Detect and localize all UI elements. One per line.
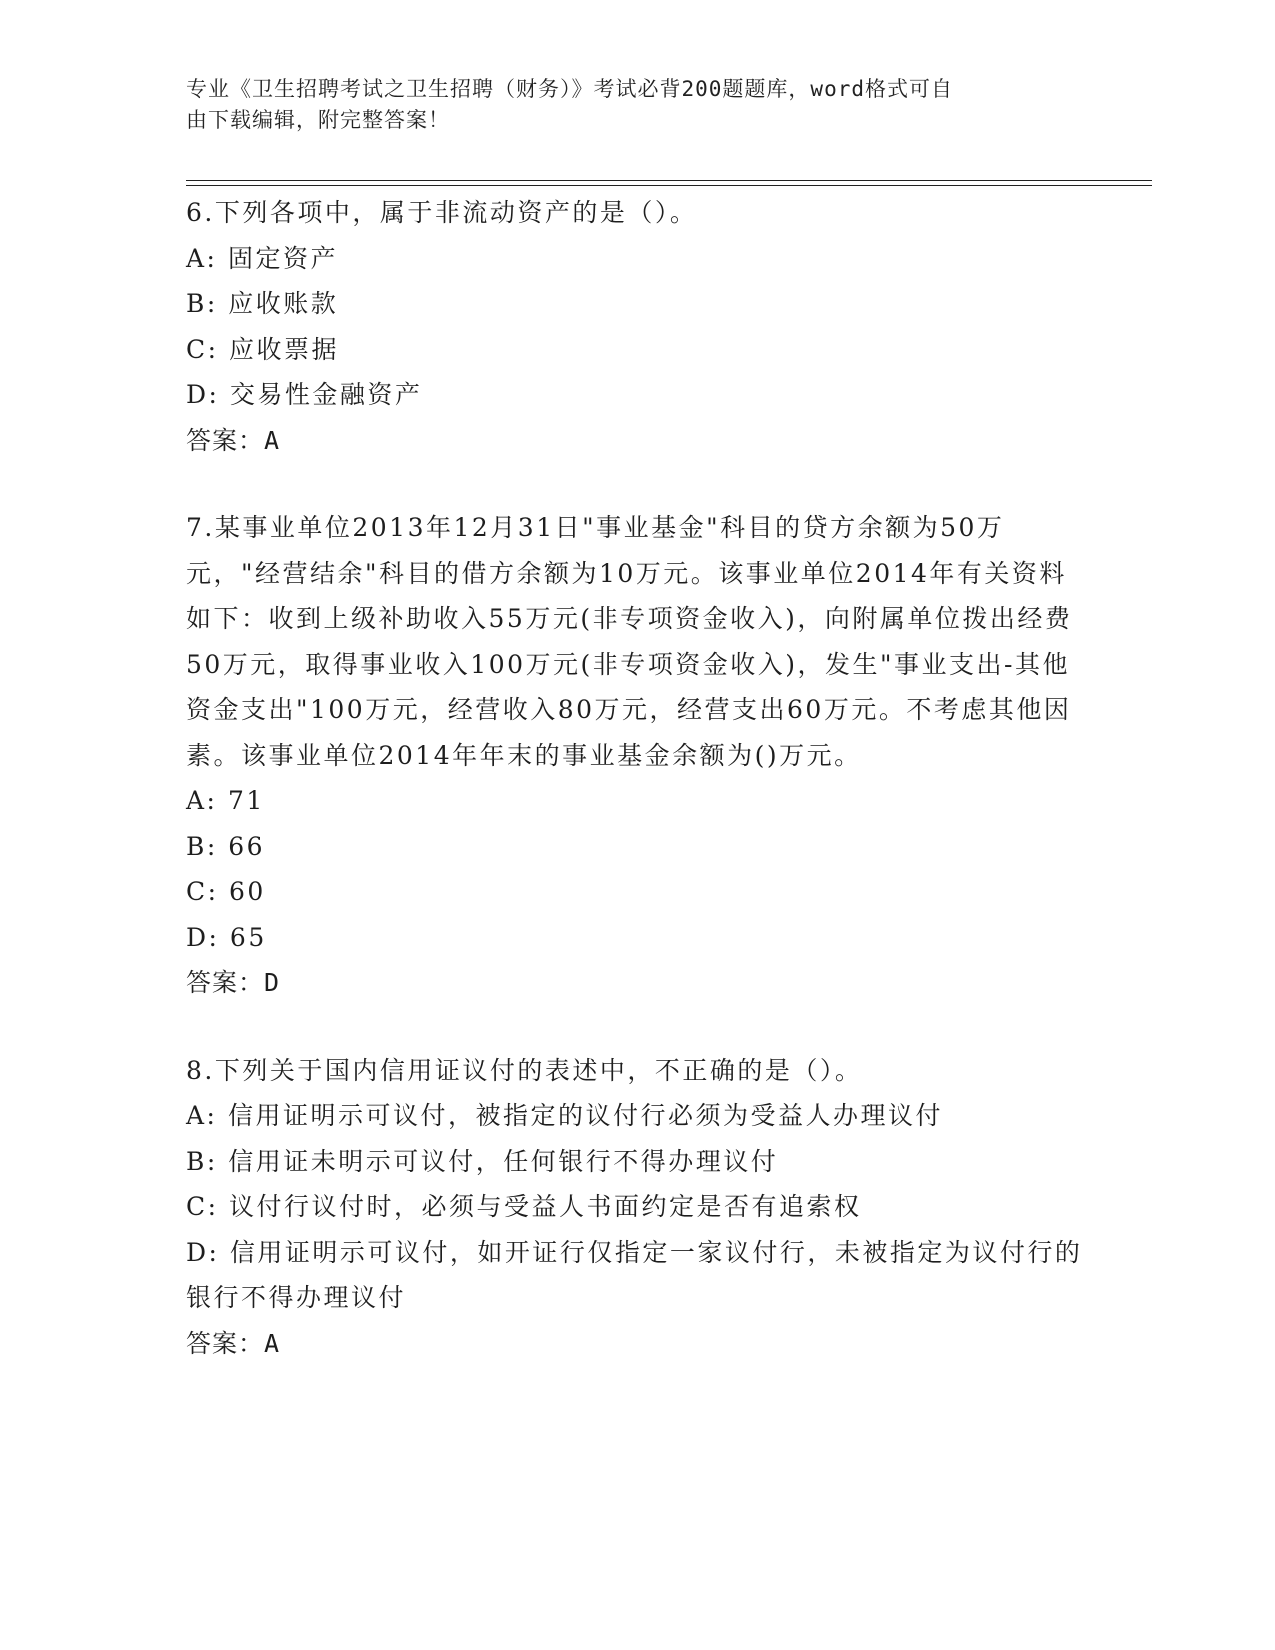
option-key: C: <box>186 1192 219 1221</box>
option-text: 交易性金融资产 <box>229 380 423 409</box>
option-key: D: <box>186 380 220 409</box>
option-key: C: <box>186 877 219 906</box>
question-list <box>186 190 1086 1366</box>
option-key: B: <box>186 1146 218 1176</box>
option-text: 60 <box>229 877 266 906</box>
question-8 <box>186 1048 1086 1367</box>
question-6 <box>186 190 1086 463</box>
header-divider-bottom <box>186 185 1152 186</box>
option-text: 应收账款 <box>228 289 339 318</box>
option-a <box>186 236 1086 282</box>
question-stem: 8.下列关于国内信用证议付的表述中，不正确的是（）。 <box>186 1055 863 1085</box>
answer-value: A <box>264 425 281 455</box>
option-b <box>186 1139 1086 1185</box>
option-text: 66 <box>228 831 266 861</box>
answer-value: D <box>264 968 281 997</box>
option-text: 应收票据 <box>229 334 340 364</box>
option-text: 信用证明示可议付，被指定的议付行必须为受益人办理议付 <box>227 1101 943 1130</box>
option-key: D: <box>186 922 220 952</box>
option-c <box>186 1184 1086 1230</box>
header-line-2: 由下载编辑，附完整答案！ <box>186 108 450 132</box>
option-key: B: <box>186 289 218 318</box>
option-b <box>186 281 1086 327</box>
option-key: B: <box>186 831 218 861</box>
option-key: C: <box>186 334 219 364</box>
answer-value: A <box>264 1328 281 1358</box>
option-a <box>186 778 1086 824</box>
option-d <box>186 372 1086 418</box>
option-key: A: <box>186 786 218 815</box>
answer-label: 答案： <box>186 1328 265 1358</box>
option-key: D: <box>186 1237 220 1267</box>
option-text: 固定资产 <box>227 243 338 273</box>
option-text: 71 <box>227 786 265 815</box>
option-text: 议付行议付时，必须与受益人书面约定是否有追索权 <box>229 1192 862 1221</box>
option-text: 信用证明示可议付，如开证行仅指定一家议付行，未被指定为议付行的银行不得办理议付 <box>186 1237 1083 1312</box>
option-key: A: <box>186 243 218 273</box>
option-a <box>186 1093 1086 1139</box>
answer-line <box>186 960 1086 1006</box>
option-text: 65 <box>229 922 267 952</box>
header-line-1: 专业《卫生招聘考试之卫生招聘（财务）》考试必背200题题库，word格式可自 <box>186 77 953 101</box>
question-stem: 6.下列各项中，属于非流动资产的是（）。 <box>186 198 698 227</box>
option-text: 信用证未明示可议付，任何银行不得办理议付 <box>228 1146 779 1176</box>
option-key: A: <box>186 1101 218 1130</box>
option-d <box>186 1230 1086 1321</box>
option-c <box>186 869 1086 915</box>
question-stem: 7.某事业单位2013年12月31日"事业基金"科目的贷方余额为50万元，"经营结余"科目的借方余额为10万元。该事业单位2014年有关资料如下：收到上级补助收入55万元(非专项资金收入)，向附属单位拨出经费50万元，取得事业收入100万元(非专项资金收入)，发生"事业支出-其他资金支出"100万元，经营收入80万元，经营支出60万元。不考虑其他因素。该事业单位2014年年末的事业基金余额为()万元。 <box>186 513 1073 770</box>
option-b <box>186 824 1086 870</box>
question-spacer <box>186 1006 1086 1048</box>
document-header <box>186 74 1076 136</box>
question-spacer <box>186 463 1086 505</box>
option-c <box>186 327 1086 373</box>
answer-line <box>186 1321 1086 1367</box>
answer-line <box>186 418 1086 464</box>
answer-label: 答案： <box>186 425 265 455</box>
header-divider-top <box>186 180 1152 181</box>
option-d <box>186 915 1086 961</box>
answer-label: 答案： <box>186 968 265 997</box>
question-7 <box>186 505 1086 1006</box>
